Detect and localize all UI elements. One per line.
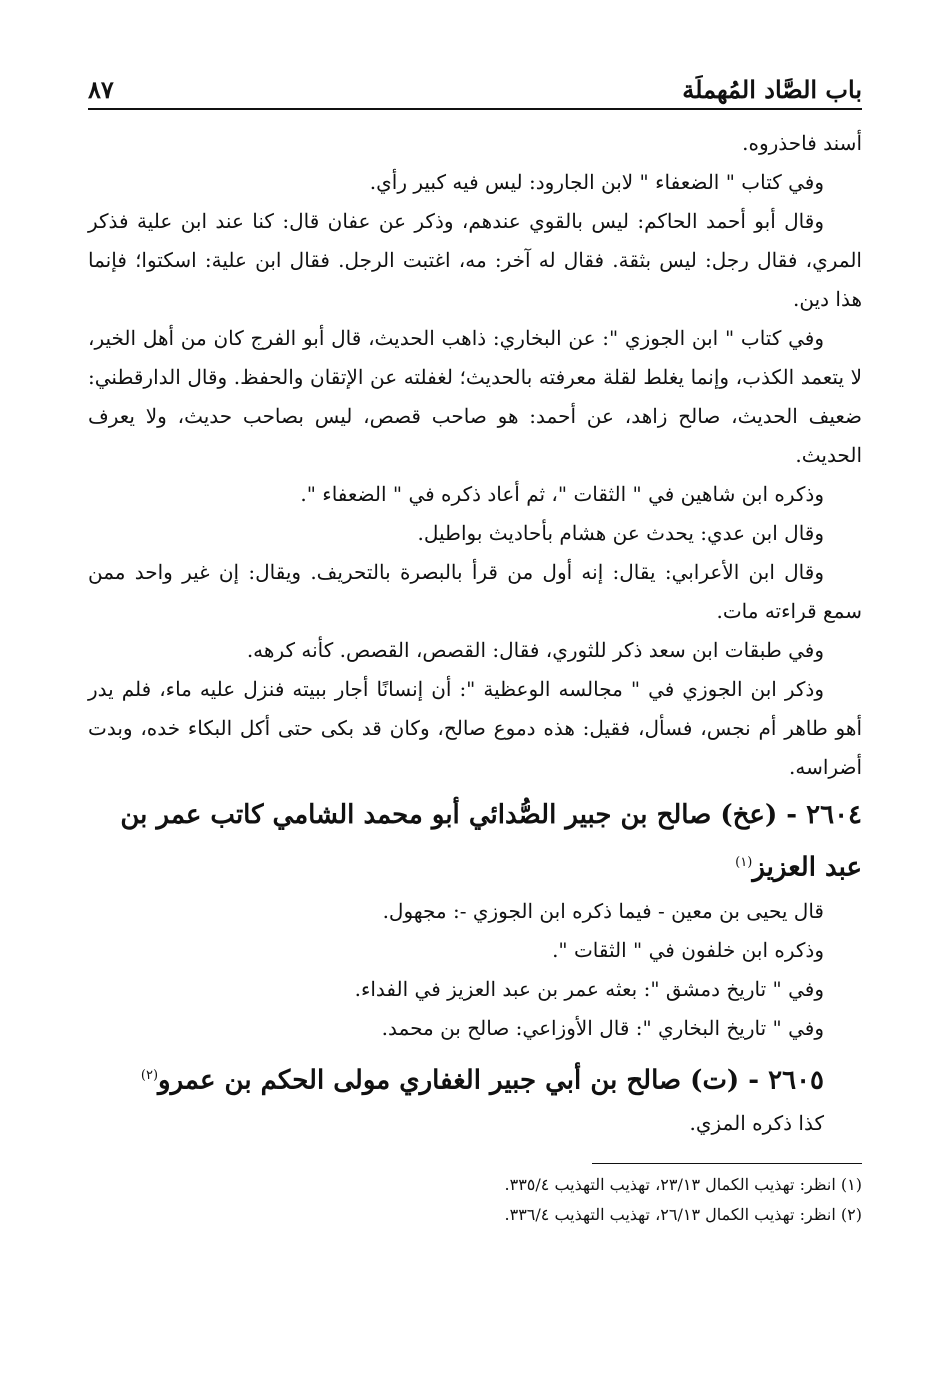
paragraph: وفي كتاب " ابن الجوزي ": عن البخاري: ذاهب الحديث، قال أبو الفرج كان من أهل الخير، لا يتعمد الكذب، وإنما يغلط لقلة معرفته بالحديث؛ لغفلته عن الإتقان والحفظ. وقال الدارقطني: ضعيف الحديث، صالح زاهد، عن أحمد: هو صاحب قصص، ليس بصاحب حديث، ولا يعرف الحديث. (88, 326, 862, 467)
footnote-marker: (٢) (140, 1067, 159, 1083)
paragraph: قال يحيى بن معين - فيما ذكره ابن الجوزي -: مجهول. (382, 898, 824, 923)
paragraph: وفي كتاب " الضعفاء " لابن الجارود: ليس فيه كبير رأي. (369, 170, 824, 194)
page-number: ٨٧ (88, 75, 114, 104)
footnote-marker: (١) (735, 855, 753, 870)
paragraph: وذكر ابن الجوزي في " مجالسه الوعظية ": أن إنسانًا أجار ببيته فنزل عليه ماء، فلم يدر أهو طاهر أم نجس، فسأل، فقيل: هذه دموع صالح، وكان قد بكى حتى أكل البكاء خده، وبدت أضراسه. (88, 677, 862, 779)
paragraph: وقال ابن الأعرابي: يقال: إنه أول من قرأ بالبصرة بالتحريف. ويقال: إن غير واحد ممن سمع قراءته مات. (88, 560, 862, 623)
footnote: (٢) انظر: تهذيب الكمال ٢٦/١٣، تهذيب التهذيب ٣٣٦/٤. (504, 1205, 862, 1225)
book-page (88, 64, 862, 1230)
paragraph: وذكره ابن شاهين في " الثقات "، ثم أعاد ذكره في " الضعفاء ". (300, 482, 824, 506)
footnote: (١) انظر: تهذيب الكمال ٢٣/١٣، تهذيب التهذيب ٣٣٥/٤. (504, 1175, 862, 1195)
footnotes (88, 1170, 862, 1230)
paragraph: وفي " تاريخ البخاري ": قال الأوزاعي: صالح بن محمد. (381, 1015, 824, 1040)
entry-heading-text: ٢٦٠٤ - (عخ) صالح بن جبير الصُّدائي أبو محمد الشامي كاتب عمر بن عبد العزيز (120, 800, 862, 883)
paragraph: وفي " تاريخ دمشق ": بعثه عمر بن عبد العزيز في الفداء. (354, 976, 824, 1001)
paragraph: كذا ذكره المزي. (689, 1111, 824, 1136)
paragraph: وفي طبقات ابن سعد ذكر للثوري، فقال: القصص، القصص. كأنه كرهه. (246, 638, 824, 662)
entry-heading-2605 (88, 1052, 862, 1105)
paragraph: وقال أبو أحمد الحاكم: ليس بالقوي عندهم، وذكر عن عفان قال: كنا عند ابن علية فذكر المري، فقال رجل: ليس بثقة. فقال له آخر: مه، اغتبت الرجل. فقال ابن علية: اسكتوا؛ فإنما هذا دين. (88, 209, 862, 311)
paragraph: وذكره ابن خلفون في " الثقات ". (552, 937, 824, 962)
paragraph: أسند فاحذروه. (742, 131, 862, 155)
entry-heading-text: ٢٦٠٥ - (ت) صالح بن أبي جبير الغفاري مولى الحكم بن عمرو (158, 1065, 824, 1096)
entry-heading-2604 (88, 791, 862, 892)
running-title: باب الصَّاد المُهملَة (682, 75, 862, 104)
page-header (88, 64, 862, 110)
paragraph: وقال ابن عدي: يحدث عن هشام بأحاديث بواطيل. (417, 521, 824, 545)
page-body (88, 124, 862, 1143)
footnote-divider (592, 1163, 862, 1164)
